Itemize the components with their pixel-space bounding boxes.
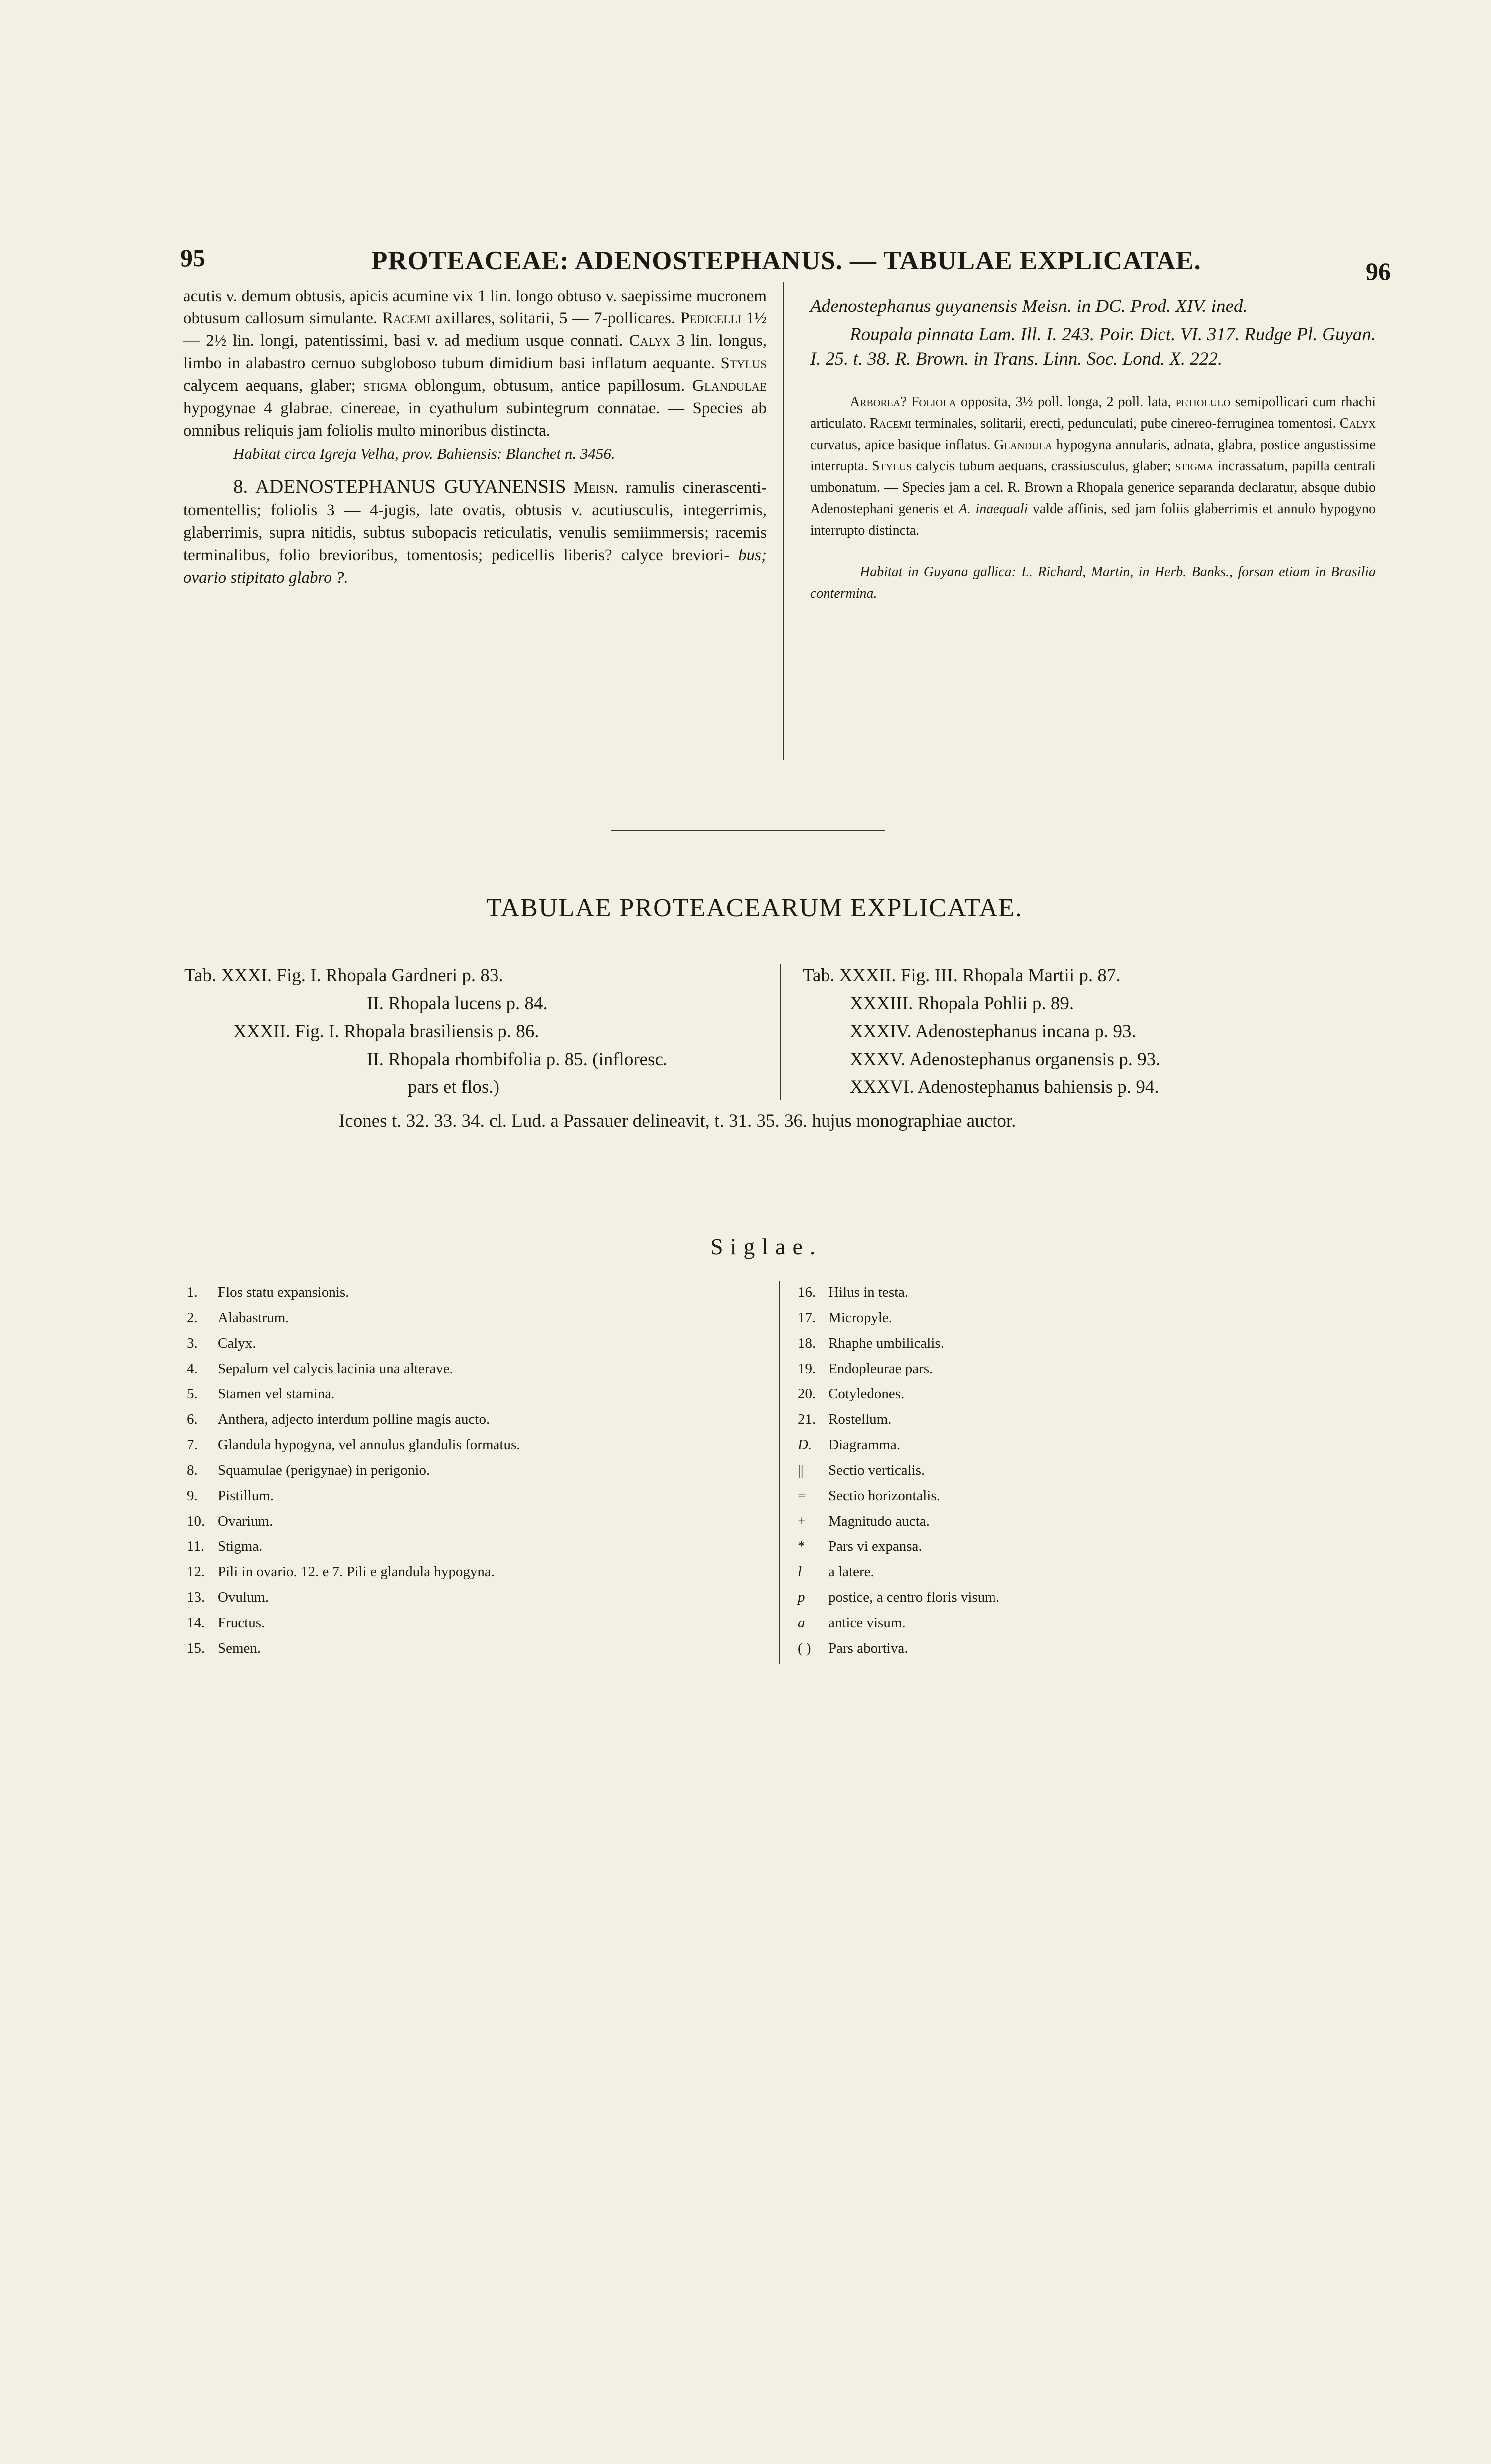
list-item: 3. Calyx. <box>187 1335 256 1351</box>
section-rule <box>611 830 885 831</box>
list-item: 19. Endopleurae pars. <box>798 1361 933 1377</box>
column-divider <box>783 282 784 760</box>
list-item: 5. Stamen vel stamina. <box>187 1386 335 1402</box>
list-item: 17. Micropyle. <box>798 1310 893 1326</box>
list-item: 13. Ovulum. <box>187 1589 269 1605</box>
list-item: || Sectio verticalis. <box>798 1462 925 1478</box>
list-item: 10. Ovarium. <box>187 1513 273 1529</box>
plate-row: Tab. XXXII. Fig. III. Rhopala Martii p. 87. <box>803 965 1121 986</box>
list-item: p postice, a centro floris visum. <box>798 1589 1000 1605</box>
list-item: 16. Hilus in testa. <box>798 1284 909 1300</box>
column-divider <box>779 1281 780 1664</box>
list-item: 21. Rostellum. <box>798 1411 892 1427</box>
description-paragraph: Arborea? Foliola opposita, 3½ poll. longa, 2 poll. lata, petiolulo semipollicari cum rhachi articulato. Racemi terminales, solitarii, erecti, pedunculati, pube cinereo-ferruginea tomentosi. Calyx curvatus, apice basique inflatus. Glandula hypogyna annularis, adnata, glabra, postice angustissime interrupta. Stylus calycis tubum aequans, crassiusculus, glaber; stigma incrassatum, papilla centrali umbonatum. — Species jam a cel. R. Brown a Rhopala generice separanda declaratur, absque dubio Adenostephani generis et A. inaequali valde affinis, sed jam foliis glaberrimis et annulo hypogyno interrupto distincta. <box>810 394 1376 538</box>
running-title: PROTEACEAE: ADENOSTEPHANUS. — TABULAE EXPLICATAE. <box>371 246 1201 275</box>
list-item: 7. Glandula hypogyna, vel annulus glandulis formatus. <box>187 1437 520 1453</box>
plate-row: pars et flos.) <box>408 1077 499 1097</box>
list-item: = Sectio horizontalis. <box>798 1488 940 1504</box>
plate-row: XXXVI. Adenostephanus bahiensis p. 94. <box>850 1077 1159 1097</box>
icones-note: Icones t. 32. 33. 34. cl. Lud. a Passauer delineavit, t. 31. 35. 36. hujus monographiae auctor. <box>339 1111 1016 1131</box>
plate-row: XXXII. Fig. I. Rhopala brasiliensis p. 86. <box>233 1021 539 1042</box>
left-page-number: 95 <box>180 244 205 272</box>
siglae-right-list <box>798 1280 999 1661</box>
siglae-left-list <box>187 1280 520 1661</box>
list-item: 1. Flos statu expansionis. <box>187 1284 349 1300</box>
list-item: + Magnitudo aucta. <box>798 1513 930 1529</box>
list-item: 6. Anthera, adjecto interdum polline magis aucto. <box>187 1411 490 1427</box>
column-divider <box>780 964 781 1100</box>
plate-row: II. Rhopala rhombifolia p. 85. (infloresc. <box>367 1049 668 1070</box>
plate-row: II. Rhopala lucens p. 84. <box>367 993 548 1014</box>
right-page-number: 96 <box>1366 257 1391 285</box>
citation-primary: Adenostephanus guyanensis Meisn. in DC. Prod. XIV. ined. <box>810 296 1248 316</box>
list-item: a antice visum. <box>798 1615 906 1631</box>
plate-row: Tab. XXXI. Fig. I. Rhopala Gardneri p. 83. <box>184 965 503 986</box>
list-item: 2. Alabastrum. <box>187 1310 289 1326</box>
citation-synonyms: Roupala pinnata Lam. Ill. I. 243. Poir. Dict. VI. 317. Rudge Pl. Guyan. I. 25. t. 38. R. Brown. in Trans. Linn. Soc. Lond. X. 222. <box>810 324 1376 369</box>
list-item: 15. Semen. <box>187 1640 261 1656</box>
plate-row: XXXV. Adenostephanus organensis p. 93. <box>850 1049 1160 1070</box>
list-item: 12. Pili in ovario. 12. e 7. Pili e glandula hypogyna. <box>187 1564 495 1580</box>
list-item: 4. Sepalum vel calycis lacinia una alterave. <box>187 1361 453 1377</box>
list-item: 8. Squamulae (perigynae) in perigonio. <box>187 1462 430 1478</box>
list-item: ( ) Pars abortiva. <box>798 1640 908 1656</box>
plate-row: XXXIII. Rhopala Pohlii p. 89. <box>850 993 1074 1014</box>
list-item: l a latere. <box>798 1564 874 1580</box>
list-item: * Pars vi expansa. <box>798 1539 922 1554</box>
list-item: D. Diagramma. <box>798 1437 901 1453</box>
habitat-line: Habitat in Guyana gallica: L. Richard, Martin, in Herb. Banks., forsan etiam in Brasilia contermina. <box>810 564 1376 601</box>
species-heading: 8. ADENOSTEPHANUS GUYANENSIS <box>233 476 566 497</box>
tabulae-title: TABULAE PROTEACEARUM EXPLICATAE. <box>486 894 1023 922</box>
list-item: 14. Fructus. <box>187 1615 265 1631</box>
description-paragraph: acutis v. demum obtusis, apicis acumine vix 1 lin. longo obtuso v. saepissime mucronem obtusum callosum simulante. Racemi axillares, solitarii, 5 — 7-pollicares. Pedicelli 1½ — 2½ lin. longi, patentissimi, basi v. ad medium usque connati. Calyx 3 lin. longus, limbo in alabastro cernuo subgloboso tubum dimidium basi inflatum aequante. Stylus calycem aequans, glaber; stigma oblongum, obtusum, antice papillosum. Glandulae hypogynae 4 glabrae, cinereae, in cyathulum subintegrum connatae. — Species ab omnibus reliquis jam foliolis multo minoribus distincta. <box>183 287 767 440</box>
list-item: 20. Cotyledones. <box>798 1386 905 1402</box>
list-item: 11. Stigma. <box>187 1539 263 1554</box>
plate-row: XXXIV. Adenostephanus incana p. 93. <box>850 1021 1136 1042</box>
list-item: 9. Pistillum. <box>187 1488 274 1504</box>
habitat-line: Habitat circa Igreja Velha, prov. Bahiensis: Blanchet n. 3456. <box>233 445 615 462</box>
species-paragraph: 8. ADENOSTEPHANUS GUYANENSIS Meisn. ramulis cinerascenti-tomentellis; foliolis 3 — 4-jugis, late ovatis, obtusis v. acutiusculis, integerrimis, glaberrimis, supra nitidis, subtus subopacis reticulatis, venulis semiimmersis; racemis terminalibus, folio brevioribus, tomentosis; pedicellis liberis? calyce breviori- bus; ovario stipitato glabro ?. <box>183 476 767 587</box>
left-column <box>183 285 767 589</box>
list-item: 18. Rhaphe umbilicalis. <box>798 1335 944 1351</box>
right-column <box>810 294 1376 604</box>
siglae-title: Siglae. <box>710 1234 823 1259</box>
